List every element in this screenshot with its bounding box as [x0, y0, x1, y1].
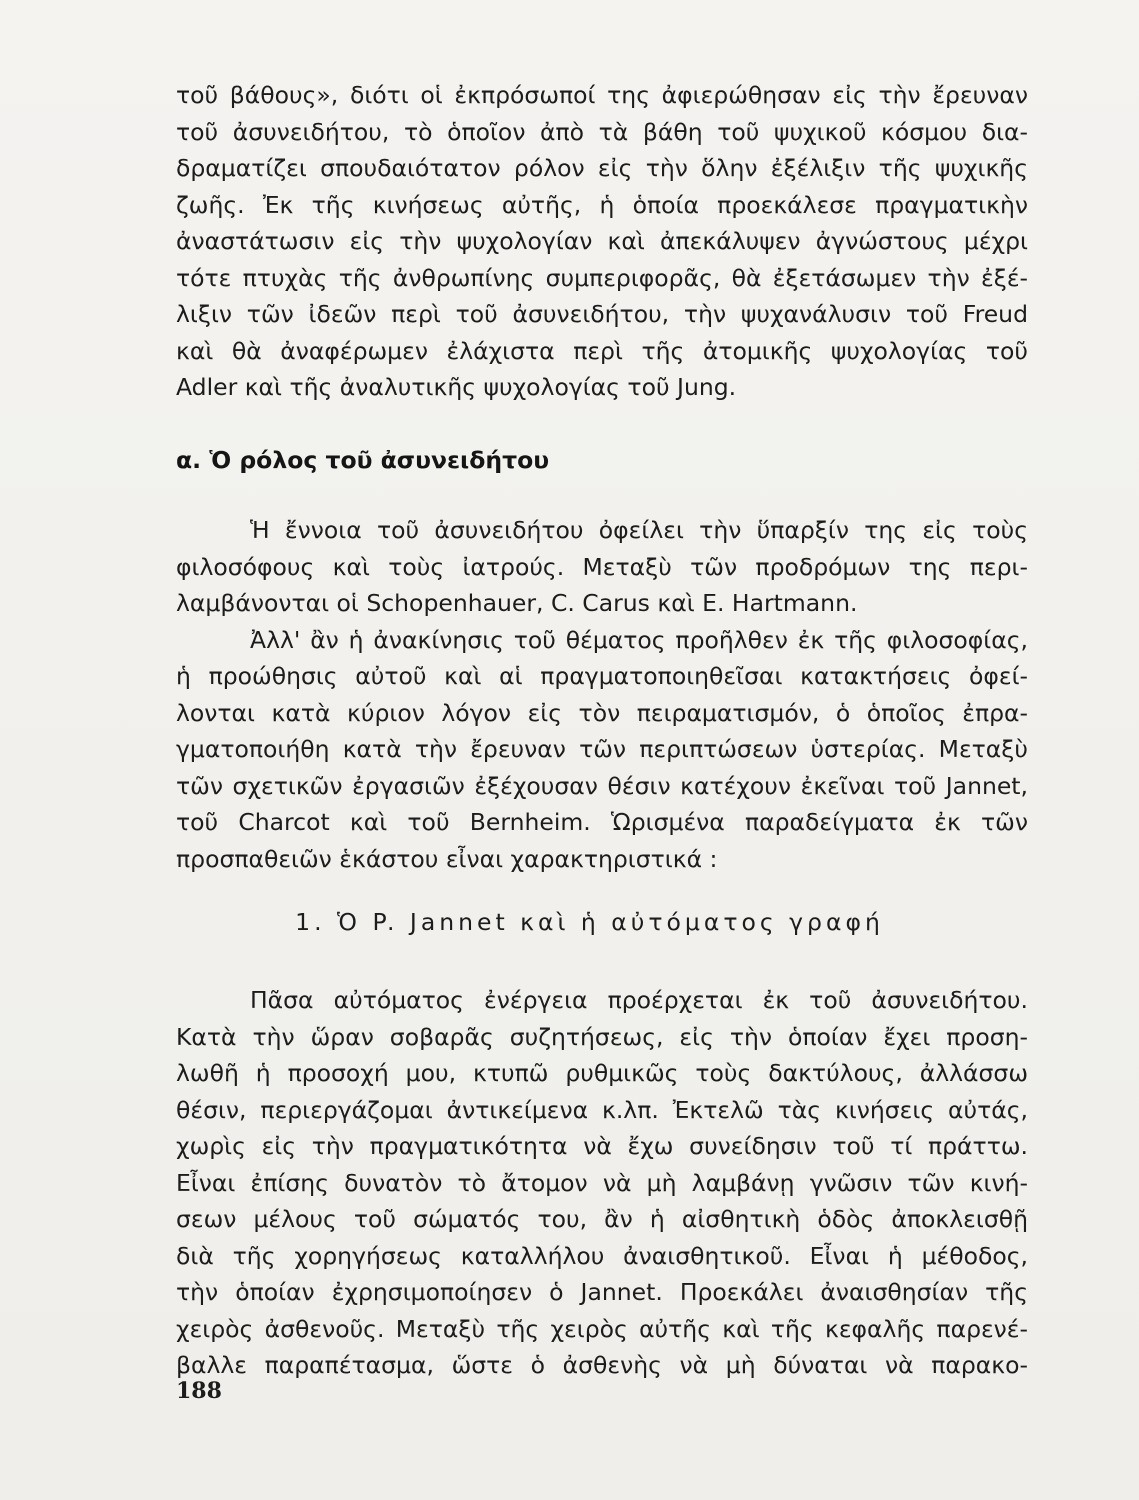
text-line: Ἡ ἔννοια τοῦ ἀσυνειδήτου ὀφείλει τὴν ὕπαρξίν της εἰς τοὺς	[250, 516, 1028, 544]
text-line: τοῦ Charcot καὶ τοῦ Bernheim. Ὡρισμένα παραδείγματα ἐκ τῶν	[176, 808, 1028, 836]
paragraph-2	[176, 512, 1028, 877]
text-line: σεων μέλους τοῦ σώματός του, ἂν ἡ αἰσθητικὴ ὁδὸς ἀποκλεισθῇ	[176, 1205, 1028, 1233]
text-line: διὰ τῆς χορηγήσεως καταλλήλου ἀναισθητικοῦ. Εἶναι ἡ μέθοδος,	[176, 1241, 1028, 1270]
text-line: λονται κατὰ κύριον λόγον εἰς τὸν πειραματισμόν, ὁ ὁποῖος ἐπρα-	[176, 698, 1028, 727]
paragraph-3	[176, 982, 1028, 1384]
text-line: φιλοσόφους καὶ τοὺς ἰατρούς. Μεταξὺ τῶν προδρόμων της περι-	[176, 552, 1028, 581]
text-line: βαλλε παραπέτασμα, ὥστε ὁ ἀσθενὴς νὰ μὴ δύναται νὰ παρακο-	[176, 1351, 1028, 1379]
page-number: 188	[176, 1378, 222, 1404]
text-line: λωθῆ ἡ προσοχή μου, κτυπῶ ρυθμικῶς τοὺς δακτύλους, ἀλλάσσω	[176, 1059, 1028, 1087]
subsection-heading: 1. Ὁ P. Jannet καὶ ἡ αὐτόματος γραφή	[295, 908, 884, 936]
text-line: ἡ προώθησις αὐτοῦ καὶ αἱ πραγματοποιηθεῖσαι κατακτήσεις ὀφεί-	[176, 662, 1028, 690]
text-line: Εἶναι ἐπίσης δυνατὸν τὸ ἄτομον νὰ μὴ λαμβάνῃ γνῶσιν τῶν κινή-	[176, 1168, 1028, 1197]
text-line: δραματίζει σπουδαιότατον ρόλον εἰς τὴν ὅλην ἐξέλιξιν τῆς ψυχικῆς	[176, 154, 1028, 182]
text-line: χωρὶς εἰς τὴν πραγματικότητα νὰ ἔχω συνείδησιν τοῦ τί πράττω.	[176, 1132, 1028, 1160]
paragraph-1	[176, 77, 1028, 406]
text-line: τὴν ὁποίαν ἐχρησιμοποίησεν ὁ Jannet. Προεκάλει ἀναισθησίαν τῆς	[176, 1278, 1028, 1306]
section-heading: α. Ὁ ρόλος τοῦ ἀσυνειδήτου	[176, 446, 550, 474]
text-line: λιξιν τῶν ἰδεῶν περὶ τοῦ ἀσυνειδήτου, τὴν ψυχανάλυσιν τοῦ Freud	[176, 300, 1028, 328]
text-line: ζωῆς. Ἐκ τῆς κινήσεως αὐτῆς, ἡ ὁποία προεκάλεσε πραγματικὴν	[176, 190, 1028, 219]
text-line: θέσιν, περιεργάζομαι ἀντικείμενα κ.λπ. Ἐκτελῶ τὰς κινήσεις αὐτάς,	[176, 1095, 1028, 1124]
text-line: ἀναστάτωσιν εἰς τὴν ψυχολογίαν καὶ ἀπεκάλυψεν ἀγνώστους μέχρι	[176, 227, 1028, 255]
text-line: τότε πτυχὰς τῆς ἀνθρωπίνης συμπεριφορᾶς, θὰ ἐξετάσωμεν τὴν ἐξέ-	[176, 263, 1028, 292]
text-line: λαμβάνονται οἱ Schopenhauer, C. Carus καὶ E. Hartmann.	[176, 589, 858, 617]
text-line: τοῦ ἀσυνειδήτου, τὸ ὁποῖον ἀπὸ τὰ βάθη τοῦ ψυχικοῦ κόσμου δια-	[176, 117, 1028, 146]
text-line: τῶν σχετικῶν ἐργασιῶν ἐξέχουσαν θέσιν κατέχουν ἐκεῖναι τοῦ Jannet,	[176, 771, 1028, 800]
text-line: Ἀλλ' ἂν ἡ ἀνακίνησις τοῦ θέματος προῆλθεν ἐκ τῆς φιλοσοφίας,	[250, 625, 1028, 654]
text-line: Adler καὶ τῆς ἀναλυτικῆς ψυχολογίας τοῦ Jung.	[176, 373, 737, 401]
text-line: γματοποιήθη κατὰ τὴν ἔρευναν τῶν περιπτώσεων ὑστερίας. Μεταξὺ	[176, 735, 1028, 763]
text-line: τοῦ βάθους», διότι οἱ ἐκπρόσωποί της ἀφιερώθησαν εἰς τὴν ἔρευναν	[176, 81, 1028, 109]
text-line: καὶ θὰ ἀναφέρωμεν ἐλάχιστα περὶ τῆς ἀτομικῆς ψυχολογίας τοῦ	[176, 336, 1028, 365]
text-line: προσπαθειῶν ἑκάστου εἶναι χαρακτηριστικά :	[176, 844, 718, 873]
text-line: χειρὸς ἀσθενοῦς. Μεταξὺ τῆς χειρὸς αὐτῆς καὶ τῆς κεφαλῆς παρενέ-	[176, 1314, 1028, 1343]
text-line: Κατὰ τὴν ὥραν σοβαρᾶς συζητήσεως, εἰς τὴν ὁποίαν ἔχει προση-	[176, 1022, 1028, 1051]
text-line: Πᾶσα αὐτόματος ἐνέργεια προέρχεται ἐκ τοῦ ἀσυνειδήτου.	[250, 986, 1028, 1014]
